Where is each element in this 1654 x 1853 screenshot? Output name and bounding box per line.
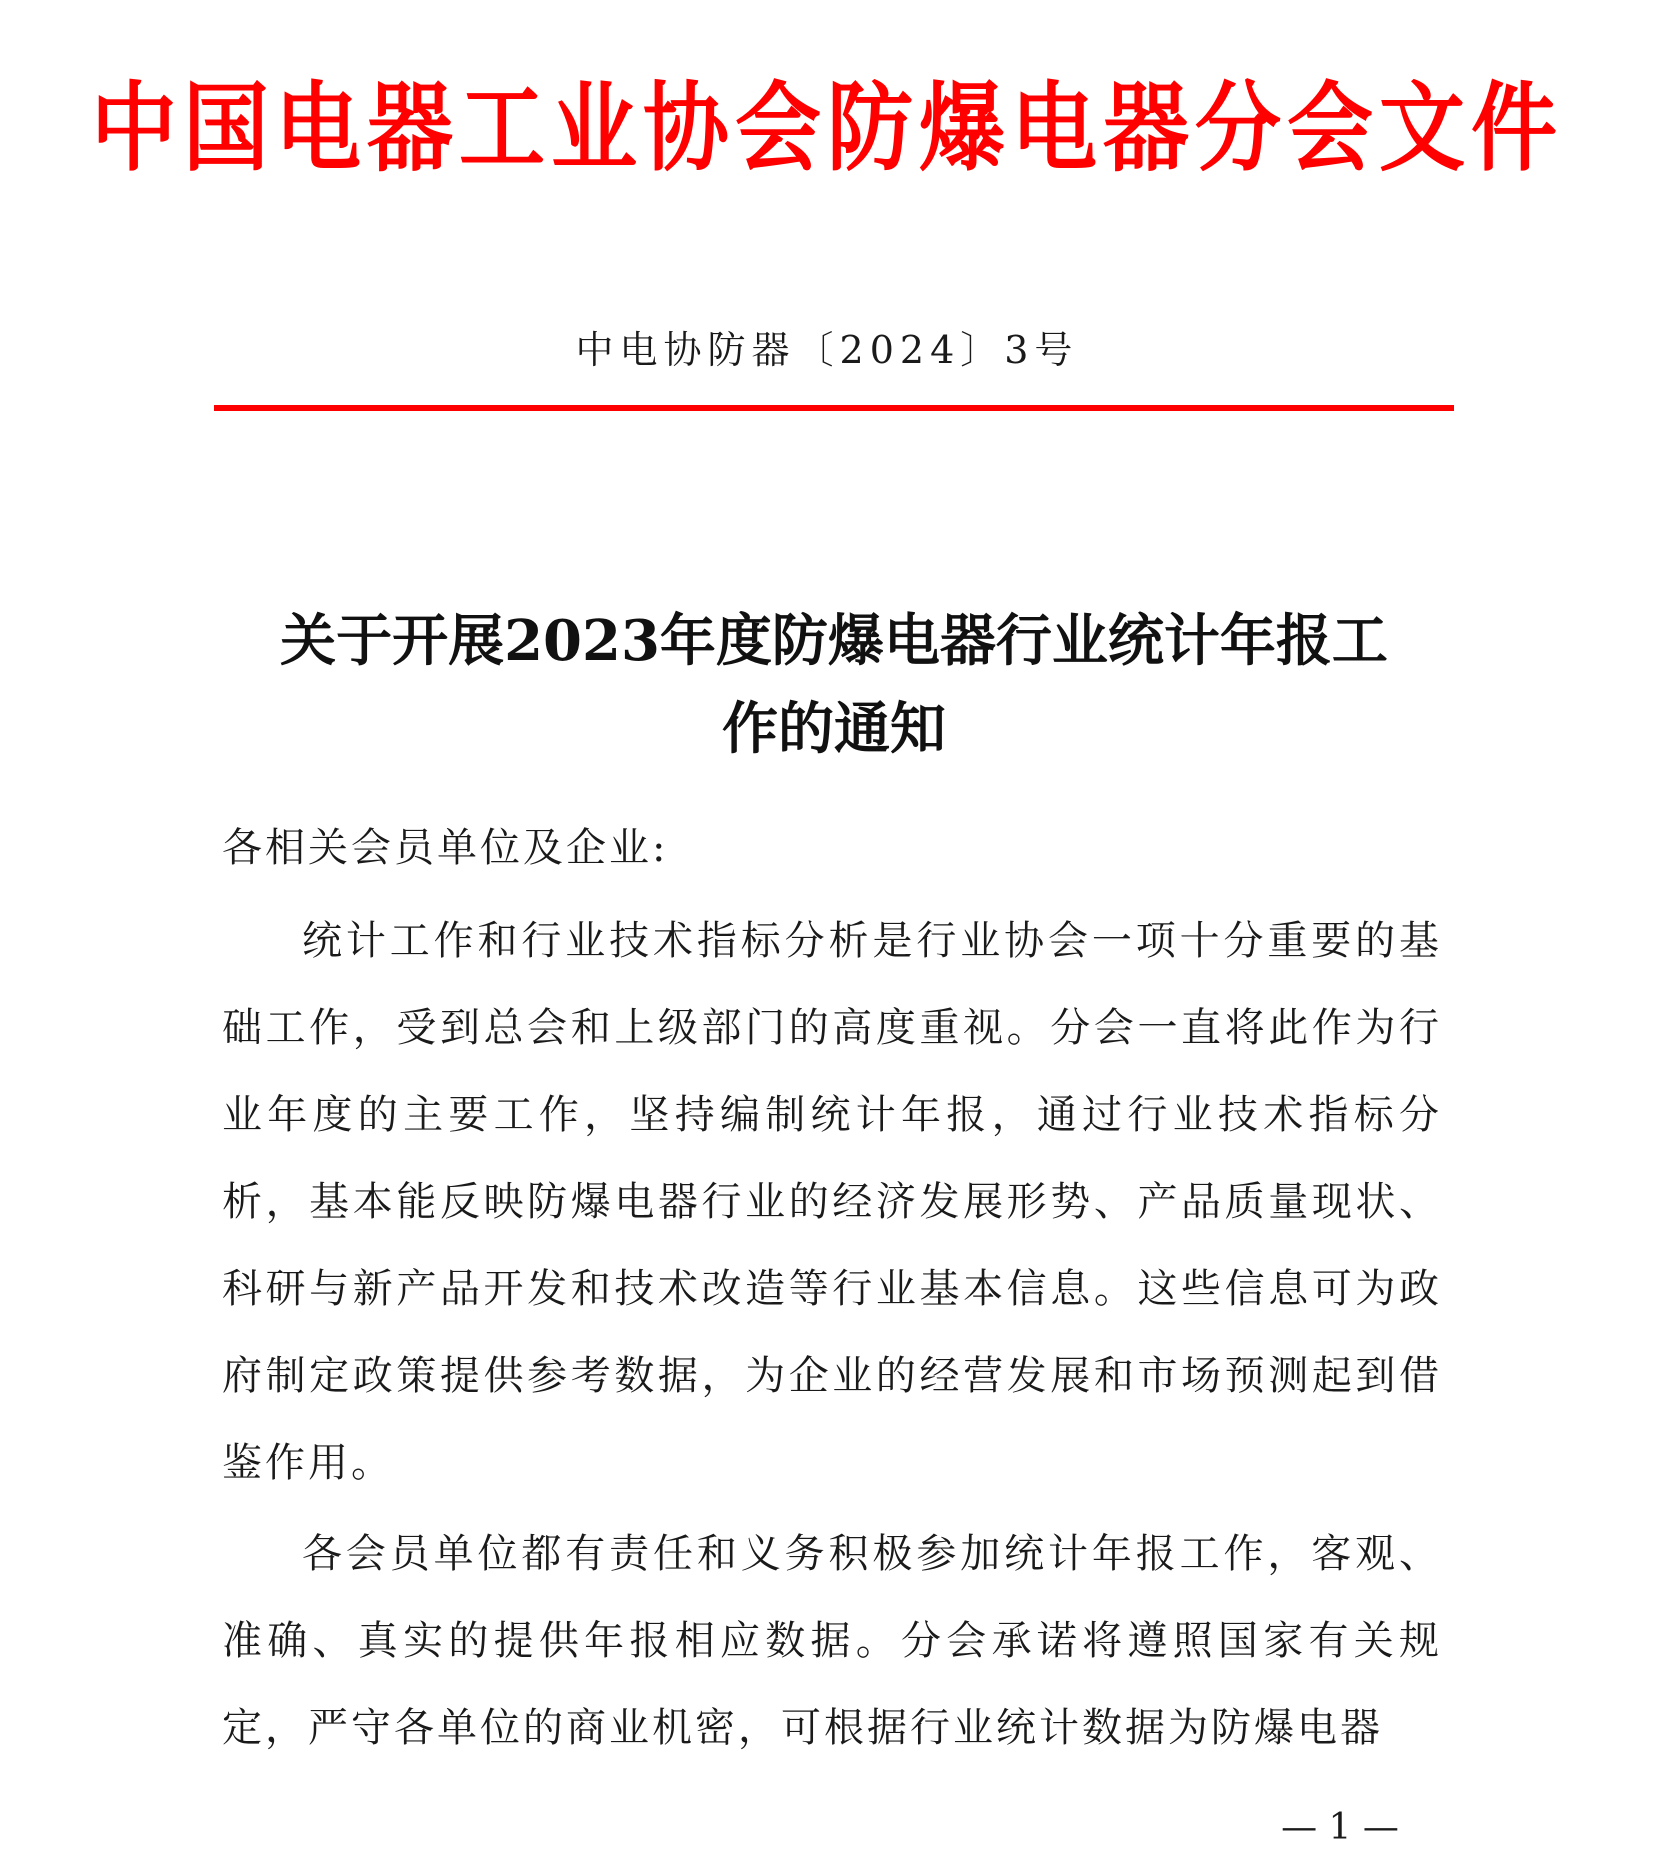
body-paragraph-1: 统计工作和行业技术指标分析是行业协会一项十分重要的基础工作，受到总会和上级部门的高度重视。分会一直将此作为行业年度的主要工作，坚持编制统计年报，通过行业技术指标分析，基本能反映防爆电器行业的经济发展形势、产品质量现状、科研与新产品开发和技术改造等行业基本信息。这些信息可为政府制定政策提供参考数据，为企业的经营发展和市场预测起到借鉴作用。 xyxy=(222,918,1442,1486)
page-number: — 1 — xyxy=(1281,1807,1399,1848)
issuer-header-title: 中国电器工业协会防爆电器分会文件 xyxy=(91,72,1563,186)
document-title-line-2: 作的通知 xyxy=(722,696,946,762)
document-title xyxy=(214,597,1454,773)
body-paragraph-2: 各会员单位都有责任和义务积极参加统计年报工作，客观、准确、真实的提供年报相应数据。分会承诺将遵照国家有关规定，严守各单位的商业机密，可根据行业统计数据为防爆电器 xyxy=(222,1531,1442,1751)
salutation: 各相关会员单位及企业: xyxy=(222,825,669,871)
document-title-line-1: 关于开展2023年度防爆电器行业统计年报工 xyxy=(280,608,1388,674)
red-header-rule xyxy=(214,405,1454,411)
document-number: 中电协防器〔2024〕3号 xyxy=(575,328,1079,372)
